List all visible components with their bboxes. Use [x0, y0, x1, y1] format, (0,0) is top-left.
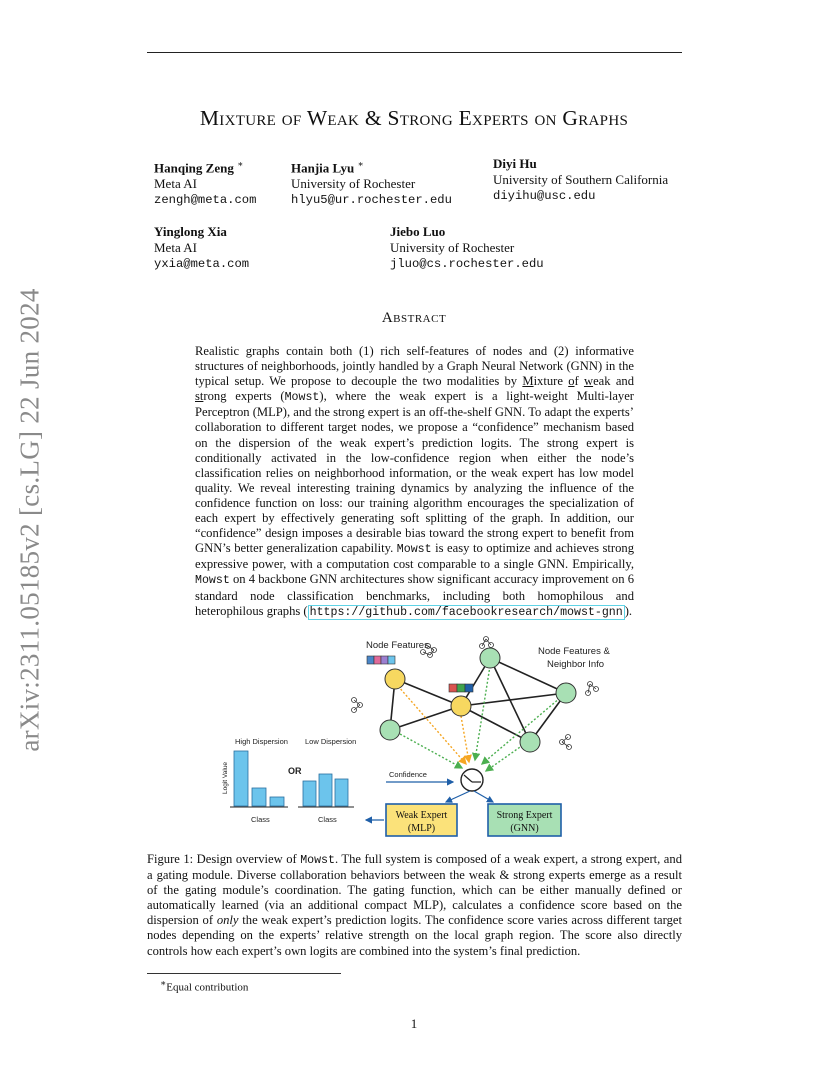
svg-text:Weak Expert: Weak Expert [395, 810, 448, 821]
graph-edges [390, 658, 566, 742]
label-node-neighbor-1: Node Features & [538, 646, 610, 657]
label-low-dispersion: Low Dispersion [305, 737, 357, 746]
paper-title: Mixture of Weak & Strong Experts on Graphs [199, 106, 629, 130]
high-dispersion-bars [234, 751, 284, 806]
node-yellow-1 [385, 669, 405, 689]
footnote: ∗Equal contribution [160, 978, 249, 994]
abstract-body: Realistic graphs contain both (1) rich self-features of nodes and (2) informative structures of neighborhoods, jointly handled by a Graph Neural Network (GNN) in the typical setup. We propose to decouple the two modalities by Mixture of weak and strong experts (Mowst), where the weak expert is a light-weight Multi-layer Perceptron (MLP), and the strong expert is an off-the-shelf GNN. To adapt the experts’ collaboration to different target nodes, we propose a “confidence” mechanism based on the dispersion of the weak expert’s prediction logits. The strong expert is conditionally activated in the low-confidence region when either the node’s classification relies on neighborhood information, or the weak expert has low model quality. We reveal interesting training dynamics by analyzing the influence of the confidence function on loss: our training algorithm encourages the specialization of each expert by effectively generating soft splitting of the graph. In addition, our “confidence” design imposes a desirable bias toward the strong expert to benefit from GNN’s better generalization capability. Mowst is easy to optimize and achieves strong expressive power, with a computation cost comparable to a single GNN. Empirically, Mowst on 4 backbone GNN architectures show significant accuracy improvement on 6 standard node classification benchmarks, including both homophilous and heterophilous graphs ( https://github.com/facebookresearch/mowst-gnn ). [195, 344, 635, 619]
github-link[interactable]: https://github.com/facebookresearch/mowst-gnn [309, 605, 623, 619]
low-dispersion-bars [303, 774, 348, 806]
top-rule [147, 52, 682, 53]
feature-vector-center [449, 684, 473, 692]
node-green-3 [556, 683, 576, 703]
label-node-features: Node Features [366, 640, 429, 651]
node-green-4 [520, 732, 540, 752]
figure-caption: Figure 1: Design overview of Mowst. The full system is composed of a weak expert, a strong expert, and a gating module. Diverse collaboration behaviors between the weak & strong experts emerge as a result of the gating module’s coordination. The gating function, which can be either manually defined or automatically learned (via an additional compact MLP), calculates a confidence score based on the dispersion of only the weak expert’s prediction logits. The confidence score varies across different target nodes depending on the experts’ relative strength on the local graph region. The score also directly controls how each expert’s own logits are combined into the system’s final prediction. [147, 852, 683, 958]
svg-text:(MLP): (MLP) [407, 823, 436, 834]
label-class-2: Class [318, 815, 337, 824]
gating-module [461, 769, 483, 791]
label-or: OR [288, 766, 302, 776]
node-green-1 [380, 720, 400, 740]
design-overview-figure [218, 634, 618, 844]
author-1: Hanqing Zeng ∗ Meta AI zengh@meta.com [154, 159, 257, 208]
abstract-heading: Abstract [381, 310, 447, 326]
footnote-rule [147, 973, 341, 974]
svg-text:(GNN): (GNN) [510, 823, 539, 834]
label-node-neighbor-2: Neighbor Info [547, 659, 605, 670]
label-logit-value: Logit Value [222, 761, 229, 794]
weak-expert-box [386, 804, 457, 836]
label-class-1: Class [251, 815, 270, 824]
author-2: Hanjia Lyu ∗ University of Rochester hlyu5@ur.rochester.edu [291, 159, 452, 208]
page-number: 1 [410, 1016, 418, 1031]
feature-vector-top [367, 656, 395, 664]
author-3: Diyi Hu University of Southern California diyihu@usc.edu [493, 156, 669, 203]
strong-expert-box [488, 804, 561, 836]
node-yellow-target [451, 696, 471, 716]
author-5: Jiebo Luo University of Rochester jluo@cs.rochester.edu [390, 224, 544, 271]
label-confidence: Confidence [389, 770, 427, 779]
label-high-dispersion: High Dispersion [235, 737, 288, 746]
arxiv-stamp: arXiv:2311.05185v2 [cs.LG] 22 Jun 2024 [14, 288, 45, 752]
node-green-2 [480, 648, 500, 668]
author-4: Yinglong Xia Meta AI yxia@meta.com [154, 224, 250, 271]
svg-text:Strong Expert: Strong Expert [496, 810, 553, 821]
